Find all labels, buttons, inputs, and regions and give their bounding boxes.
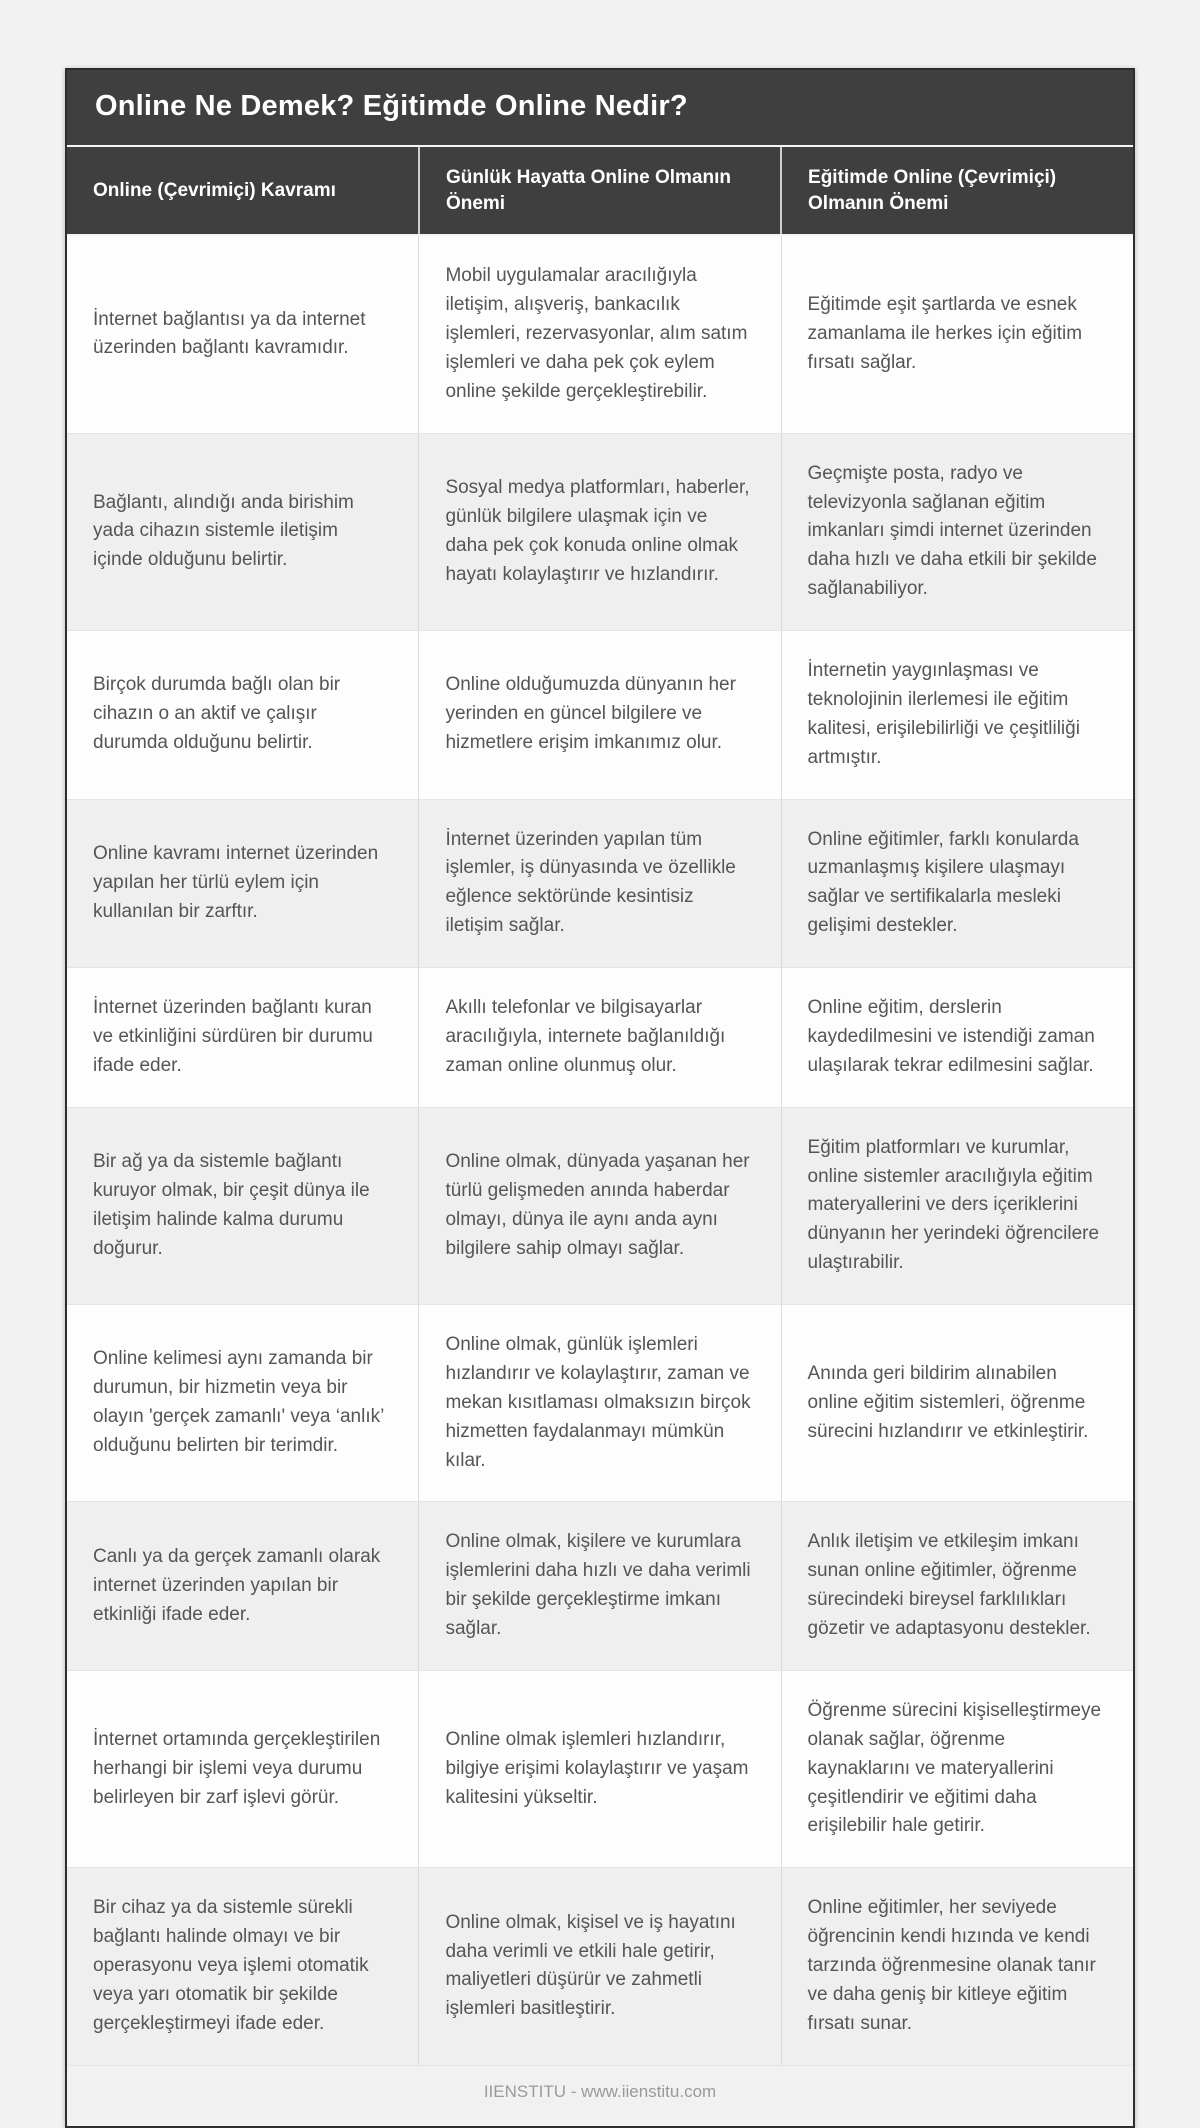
table-cell: Akıllı telefonlar ve bilgisayarlar aracılığıyla, internete bağlanıldığı zaman online olunmuş olur. (419, 968, 781, 1108)
table-cell: Online eğitim, derslerin kaydedilmesini ve istendiği zaman ulaşılarak tekrar edilmesini sağlar. (781, 968, 1133, 1108)
table-cell: Online olmak işlemleri hızlandırır, bilgiye erişimi kolaylaştırır ve yaşam kalitesini yükseltir. (419, 1670, 781, 1867)
table-row (67, 1107, 1133, 1304)
table-cell: Geçmişte posta, radyo ve televizyonla sağlanan eğitim imkanları şimdi internet üzerinden daha hızlı ve daha etkili bir şekilde sağlanabiliyor. (781, 433, 1133, 630)
table-row (67, 1305, 1133, 1502)
table-cell: Canlı ya da gerçek zamanlı olarak internet üzerinden yapılan bir etkinliği ifade eder. (67, 1502, 419, 1671)
table-cell: İnternet bağlantısı ya da internet üzerinden bağlantı kavramıdır. (67, 235, 419, 433)
table-row (67, 235, 1133, 433)
column-header-online-kavrami: Online (Çevrimiçi) Kavramı (67, 147, 419, 235)
column-header-gunluk-hayatta: Günlük Hayatta Online Olmanın Önemi (419, 147, 781, 235)
table-cell: Eğitim platformları ve kurumlar, online sistemler aracılığıyla eğitim materyallerini ve ders içeriklerini dünyanın her yerindeki öğrencilere ulaştırabilir. (781, 1107, 1133, 1304)
table-cell: İnternet üzerinden bağlantı kuran ve etkinliğini sürdüren bir durumu ifade eder. (67, 968, 419, 1108)
table-header-row (67, 147, 1133, 235)
table-cell: Anlık iletişim ve etkileşim imkanı sunan online eğitimler, öğrenme sürecindeki bireysel farklılıkları gözetir ve adaptasyonu destekler. (781, 1502, 1133, 1671)
page (0, 68, 1200, 2116)
table-cell: Sosyal medya platformları, haberler, günlük bilgilere ulaşmak için ve daha pek çok konuda online olmak hayatı kolaylaştırır ve hızlandırır. (419, 433, 781, 630)
table-cell: Bağlantı, alındığı anda birishim yada cihazın sistemle iletişim içinde olduğunu belirtir. (67, 433, 419, 630)
table-row (67, 631, 1133, 800)
table-cell: Anında geri bildirim alınabilen online eğitim sistemleri, öğrenme sürecini hızlandırır ve etkinleştirir. (781, 1305, 1133, 1502)
table-cell: Online kavramı internet üzerinden yapılan her türlü eylem için kullanılan bir zarftır. (67, 799, 419, 968)
table-cell: İnternet üzerinden yapılan tüm işlemler, iş dünyasında ve özellikle eğlence sektöründe kesintisiz iletişim sağlar. (419, 799, 781, 968)
table-cell: Online olmak, günlük işlemleri hızlandırır ve kolaylaştırır, zaman ve mekan kısıtlaması olmaksızın birçok hizmetten faydalanmayı mümkün kılar. (419, 1305, 781, 1502)
table-cell: Online kelimesi aynı zamanda bir durumun, bir hizmetin veya bir olayın 'gerçek zamanlı' veya ‘anlık’ olduğunu belirten bir terimdir. (67, 1305, 419, 1502)
table-row (67, 1502, 1133, 1671)
table-cell: Mobil uygulamalar aracılığıyla iletişim, alışveriş, bankacılık işlemleri, rezervasyonlar, alım satım işlemleri ve daha pek çok eylem online şekilde gerçekleştirebilir. (419, 235, 781, 433)
column-header-egitimde-online: Eğitimde Online (Çevrimiçi) Olmanın Önemi (781, 147, 1133, 235)
table-cell: Online eğitimler, farklı konularda uzmanlaşmış kişilere ulaşmayı sağlar ve sertifikalarla mesleki gelişimi destekler. (781, 799, 1133, 968)
table-row (67, 1670, 1133, 1867)
table-cell: Öğrenme sürecini kişiselleştirmeye olanak sağlar, öğrenme kaynaklarını ve materyallerini çeşitlendirir ve eğitimi daha erişilebilir hale getirir. (781, 1670, 1133, 1867)
table-row (67, 799, 1133, 968)
table-cell: Online olmak, dünyada yaşanan her türlü gelişmeden anında haberdar olmayı, dünya ile aynı anda aynı bilgilere sahip olmayı sağlar. (419, 1107, 781, 1304)
table-cell: Eğitimde eşit şartlarda ve esnek zamanlama ile herkes için eğitim fırsatı sağlar. (781, 235, 1133, 433)
table-cell: Birçok durumda bağlı olan bir cihazın o an aktif ve çalışır durumda olduğunu belirtir. (67, 631, 419, 800)
table-cell: İnternet ortamında gerçekleştirilen herhangi bir işlemi veya durumu belirleyen bir zarf işlevi görür. (67, 1670, 419, 1867)
table-cell: Online olduğumuzda dünyanın her yerinden en güncel bilgilere ve hizmetlere erişim imkanımız olur. (419, 631, 781, 800)
table-cell: Online olmak, kişilere ve kurumlara işlemlerini daha hızlı ve daha verimli bir şekilde gerçekleştirme imkanı sağlar. (419, 1502, 781, 1671)
table-body (67, 235, 1133, 2064)
table-cell: Online olmak, kişisel ve iş hayatını daha verimli ve etkili hale getirir, maliyetleri düşürür ve zahmetli işlemleri basitleştirir. (419, 1868, 781, 2065)
table-header (67, 147, 1133, 235)
comparison-table (67, 147, 1133, 2065)
table-cell: Bir cihaz ya da sistemle sürekli bağlantı halinde olmayı ve bir operasyonu veya işlemi otomatik veya yarı otomatik bir şekilde gerçekleştirmeyi ifade eder. (67, 1868, 419, 2065)
table-cell: Online eğitimler, her seviyede öğrencinin kendi hızında ve kendi tarzında öğrenmesine olanak tanır ve daha geniş bir kitleye eğitim fırsatı sunar. (781, 1868, 1133, 2065)
article-card (65, 68, 1135, 2128)
table-cell: İnternetin yaygınlaşması ve teknolojinin ilerlemesi ile eğitim kalitesi, erişilebilirliği ve çeşitliliği artmıştır. (781, 631, 1133, 800)
table-row (67, 433, 1133, 630)
table-row (67, 968, 1133, 1108)
table-row (67, 1868, 1133, 2065)
footer-credit: IIENSTITU - www.iienstitu.com (67, 2065, 1133, 2126)
page-title: Online Ne Demek? Eğitimde Online Nedir? (67, 70, 1133, 147)
table-cell: Bir ağ ya da sistemle bağlantı kuruyor olmak, bir çeşit dünya ile iletişim halinde kalma durumu doğurur. (67, 1107, 419, 1304)
